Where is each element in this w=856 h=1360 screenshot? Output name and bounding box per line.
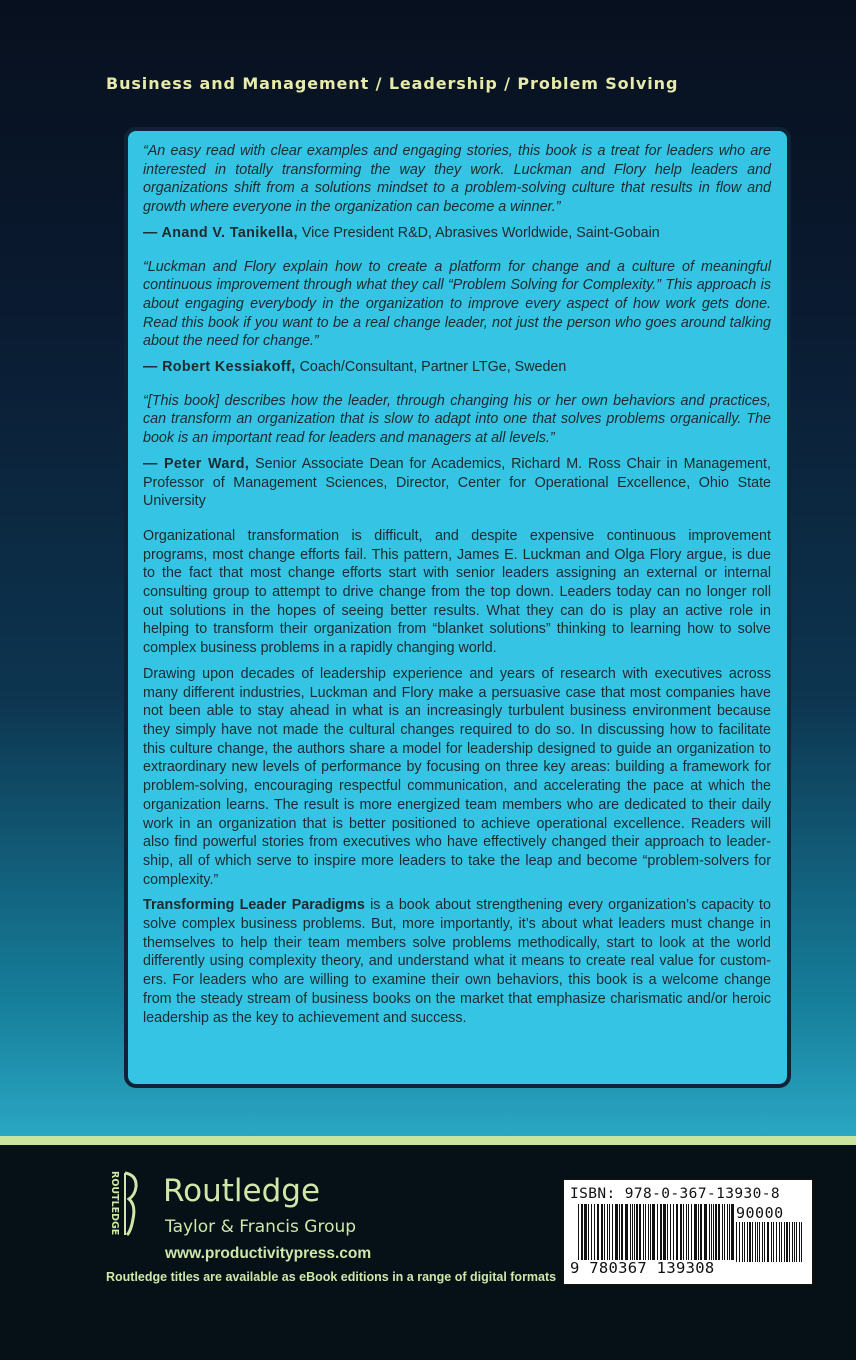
endorser-role: Coach/Consultant, Partner LTGe, Sweden [299,359,567,376]
endorser-role: Vice President R&D, Abrasives Worldwide, Saint-Gobain [301,224,660,241]
barcode-stripe [650,1204,651,1260]
barcode-stripe [643,1204,644,1260]
barcode-stripe [757,1222,758,1262]
description-paragraph [143,896,771,1027]
barcode-stripe [652,1204,655,1260]
publisher-url[interactable]: www.productivitypress.com [165,1245,372,1262]
blurb-panel [124,127,791,1088]
barcode-stripe [727,1204,728,1260]
barcode-stripe [584,1204,587,1260]
barcode [562,1178,814,1286]
barcode-stripe [688,1204,689,1260]
barcode-stripe [767,1222,769,1262]
barcode-stripe [744,1222,745,1262]
book-title: Transforming Leader Paradigms [143,897,365,914]
barcode-stripe [591,1204,592,1260]
barcode-stripe [747,1222,748,1262]
barcode-stripe [673,1204,674,1260]
barcode-stripe [773,1222,774,1262]
publisher-group: Taylor & Francis Group [165,1217,357,1237]
barcode-stripe [799,1222,800,1262]
barcode-stripe [663,1204,666,1260]
barcode-stripe [755,1222,756,1262]
barcode-stripe [632,1204,633,1260]
barcode-stripe [604,1204,605,1260]
barcode-stripe [660,1204,662,1260]
barcode-stripe [776,1222,777,1262]
endorser-name: — Anand V. Tanikella, [143,224,298,241]
barcode-stripe [581,1204,583,1260]
description-text: is a book about strengthening every organization’s capacity to solve complex business problems. But, more importantly, it’s about what leaders must change in themselves to help their team members solve problems methodically, start to look at the world differently using complexity theory, and understand what it means to create real value for customers. For leaders who are willing to examine their own behaviors, this book is a welcome change from the steady stream of business books on the market that emphasize charismatic and/or heroic leadership as the key to achievement and success. [143,897,771,1026]
barcode-stripe [691,1204,692,1260]
barcode-stripe [621,1204,623,1260]
price-code: 90000 [736,1204,784,1222]
barcode-stripe [645,1204,646,1260]
barcode-stripe [636,1204,638,1260]
logo-wordmark: ROUTLEDGE [109,1171,120,1236]
barcode-stripe [722,1204,723,1260]
barcode-stripe [597,1204,599,1260]
description-paragraph: Organizational transformation is difficult, and despite expensive continuous improvement programs, most change efforts fail. This pattern, James E. Luckman and Olga Flory argue, is due to the fact that most change efforts start with senior leaders assigning an external or internal consulting group to attempt to drive change from the top down. Leaders today can no longer roll out solutions in the hopes of seeing better results. What they can do is play an active role in helping to transform their organization from “blanket solutions” thinking to learning how to solve complex business problems in a rapidly changing world. [143,527,771,657]
barcode-stripe [781,1222,782,1262]
barcode-stripe [752,1222,753,1262]
barcode-stripe [731,1204,734,1260]
barcode-stripe [588,1204,589,1260]
barcode-stripe [713,1204,714,1260]
barcode-stripe [694,1204,697,1260]
footer-divider [0,1136,856,1145]
barcode-stripe [724,1204,725,1260]
barcode-stripe [709,1204,710,1260]
barcode-stripe [686,1204,687,1260]
barcode-stripe [648,1204,649,1260]
barcode-bars [578,1204,738,1260]
barcode-stripe [612,1204,613,1260]
barcode-stripe [683,1204,684,1260]
barcode-stripe [779,1222,780,1262]
barcode-stripe [794,1222,795,1262]
publisher-name: Routledge [163,1173,321,1209]
barcode-stripe [742,1222,743,1262]
endorsement-quote: “An easy read with clear examples and engaging stories, this book is a treat for leaders who are interested in totally transforming the way they work. Luckman and Flory help leaders and organizations shift from a solutions mindset to a problem-solving culture that results in flow and growth where everyone in the organization can become a winner.” [143,143,771,216]
barcode-stripe [609,1204,610,1260]
barcode-stripe [762,1222,763,1262]
barcode-stripe [680,1204,682,1260]
barcode-stripe [711,1204,712,1260]
barcode-stripe [607,1204,608,1260]
barcode-stripe [789,1222,790,1262]
barcode-stripe [639,1204,641,1260]
barcode-stripe [784,1222,785,1262]
endorsement-quote: “[This book] describes how the leader, through changing his or her own behaviors and practices, can transform an organization that is slow to adapt into one that solves problems organically. The book is an important read for leaders and managers at all levels.” [143,392,771,447]
barcode-stripe [764,1222,765,1262]
barcode-stripe [786,1222,788,1262]
category-line: Business and Management / Leadership / Problem Solving [106,74,679,93]
barcode-stripe [759,1222,760,1262]
barcode-stripe [698,1204,699,1260]
barcode-stripe [670,1204,671,1260]
barcode-stripe [718,1204,720,1260]
endorsement-attribution [143,358,771,377]
barcode-stripe [601,1204,603,1260]
ebook-note: Routledge titles are available as eBook editions in a range of digital formats [106,1270,557,1284]
barcode-stripe [615,1204,618,1260]
endorsement-attribution [143,455,771,511]
endorser-role: Senior Associate Dean for Academics, Richard M. Ross Chair in Management, Professor of Management Sciences, Director, Center for Operational Excellence, Ohio State University [143,455,771,510]
barcode-stripe [801,1222,802,1262]
book-description [143,527,771,1027]
endorser-name: — Robert Kessiakoff, [143,359,296,376]
barcode-stripe [704,1204,707,1260]
barcode-stripe [749,1222,751,1262]
barcode-stripe [792,1222,793,1262]
barcode-stripe [771,1222,772,1262]
barcode-stripe [578,1204,579,1260]
barcode-stripe [667,1204,668,1260]
endorsement-attribution [143,224,771,243]
barcode-stripe [594,1204,595,1260]
barcode-stripe [634,1204,635,1260]
barcode-stripe [796,1222,797,1262]
barcode-stripe [729,1204,730,1260]
addon-barcode-bars [736,1222,806,1262]
endorser-name: — Peter Ward, [143,455,250,472]
routledge-logo-icon [103,1169,143,1239]
barcode-stripe [619,1204,620,1260]
barcode-stripe [736,1222,737,1262]
barcode-stripe [700,1204,702,1260]
barcode-stripe [739,1222,740,1262]
ean-digits: 9 780367 139308 [570,1259,715,1277]
description-paragraph: Drawing upon decades of leadership experience and years of research with executives across many different industries, Luckman and Flory make a persuasive case that most companies have not been able to stay ahead in what is an increasingly turbulent business environment because they simply have not made the cultural changes required to do so. In discussing how to facilitate this culture change, the authors share a model for leadership designed to guide an organization to extraordinary new levels of performance by focusing on three key areas: building a framework for problem-solving, encouraging respectful communication, and accelerating the pace at which the organization learns. The result is more energized team members who are dedicated to their daily work in an organization that is better positioned to achieve operational excellence. Readers will also find powerful stories from executives who have effectively changed their approach to leadership, all of which serve to inspire more leaders to take the leap and become “problem-solvers for complexity.” [143,665,771,888]
barcode-stripe [715,1204,717,1260]
barcode-stripe [676,1204,678,1260]
barcode-stripe [630,1204,631,1260]
isbn-text: ISBN: 978-0-367-13930-8 [570,1186,780,1202]
endorsement-quote: “Luckman and Flory explain how to create a platform for change and a culture of meaningful continuous improvement through what they call “Problem Solving for Complexity.” This approach is about engaging everybody in the organization to improve every aspect of how work gets done. Read this book if you want to be a real change leader, not just the person who goes around talking about the need for change.” [143,258,771,350]
barcode-stripe [657,1204,658,1260]
barcode-stripe [625,1204,628,1260]
